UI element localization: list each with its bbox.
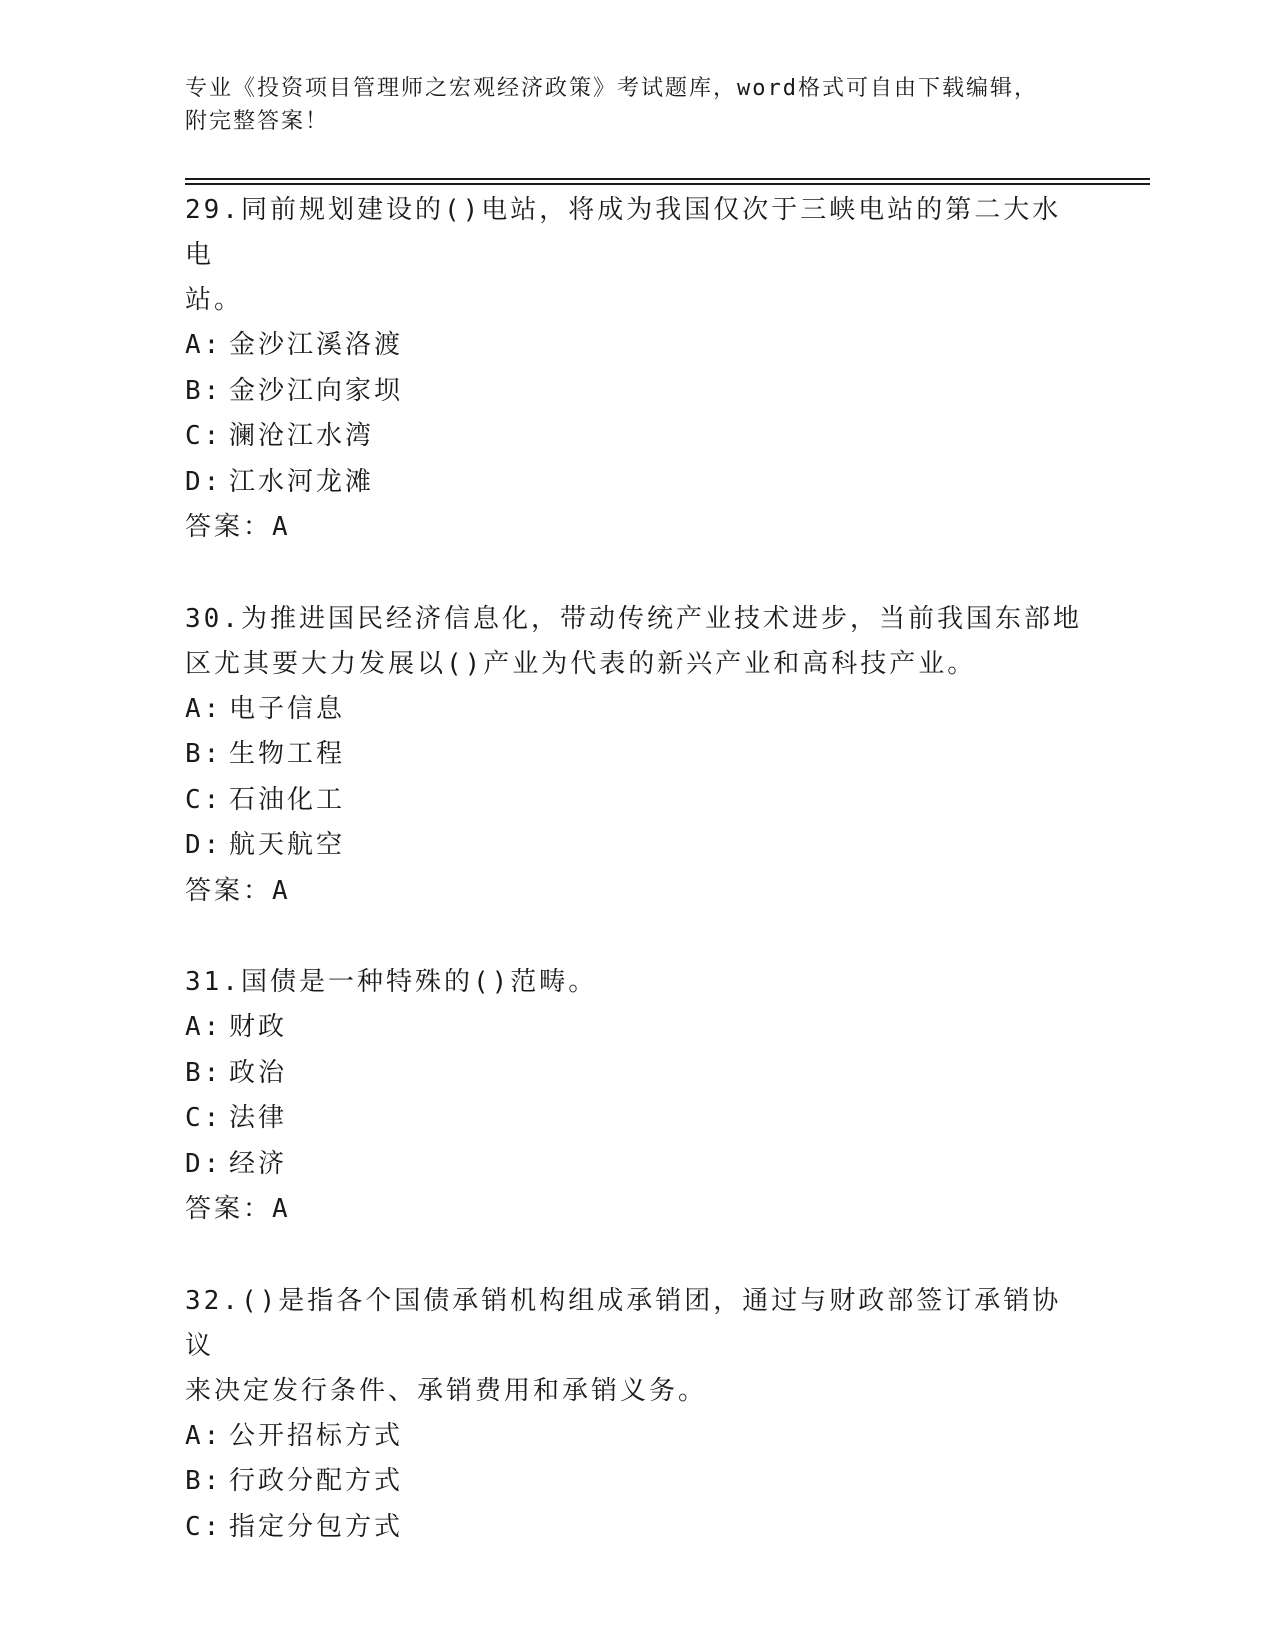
option-text: 行政分配方式 — [229, 1466, 404, 1496]
header-divider-bottom — [185, 183, 1150, 185]
option-letter: A: — [185, 330, 223, 360]
question-list — [185, 188, 1085, 1596]
answer-line: 答案：A — [185, 512, 291, 542]
option-letter: B: — [185, 739, 223, 769]
question-stem — [185, 597, 1085, 687]
option-letter: B: — [185, 1466, 223, 1496]
question-stem — [185, 188, 1085, 323]
option-text: 电子信息 — [229, 693, 346, 724]
stem-line: 29.同前规划建设的()电站，将成为我国仅次于三峡电站的第二大水电 — [185, 195, 1062, 270]
question-31 — [185, 960, 1085, 1233]
option-text: 法律 — [229, 1103, 288, 1133]
option-letter: A: — [185, 1012, 223, 1042]
option-letter: C: — [185, 421, 223, 451]
question-32 — [185, 1279, 1085, 1551]
option-a — [185, 323, 1085, 369]
option-letter: B: — [185, 1057, 223, 1088]
option-letter: C: — [185, 1511, 223, 1542]
option-text: 公开招标方式 — [229, 1420, 404, 1451]
option-a — [185, 1005, 1085, 1051]
stem-line: 31.国债是一种特殊的()范畴。 — [185, 967, 598, 997]
stem-line: 区尤其要大力发展以()产业为代表的新兴产业和高科技产业。 — [185, 648, 977, 679]
option-b — [185, 1459, 1085, 1505]
option-b — [185, 369, 1085, 415]
option-letter: C: — [185, 784, 223, 815]
option-c — [185, 1096, 1085, 1142]
option-text: 政治 — [229, 1057, 288, 1088]
answer-line: 答案：A — [185, 1194, 291, 1224]
question-stem — [185, 960, 1085, 1005]
option-text: 澜沧江水湾 — [229, 421, 375, 451]
option-text: 金沙江向家坝 — [229, 375, 404, 406]
option-letter: D: — [185, 1148, 223, 1179]
option-b — [185, 732, 1085, 778]
header-line-2: 附完整答案！ — [185, 109, 330, 134]
option-a — [185, 687, 1085, 733]
option-text: 石油化工 — [229, 784, 346, 815]
option-c — [185, 414, 1085, 460]
answer-line: 答案：A — [185, 875, 291, 906]
option-text: 江水河龙滩 — [229, 466, 375, 497]
option-letter: B: — [185, 375, 223, 406]
option-text: 航天航空 — [229, 830, 346, 860]
option-d — [185, 460, 1085, 506]
question-30 — [185, 597, 1085, 915]
option-letter: C: — [185, 1103, 223, 1133]
header-divider-top — [185, 178, 1150, 180]
option-letter: A: — [185, 1420, 223, 1451]
option-text: 指定分包方式 — [229, 1511, 404, 1542]
option-letter: D: — [185, 830, 223, 860]
stem-line: 32.()是指各个国债承销机构组成承销团，通过与财政部签订承销协议 — [185, 1285, 1062, 1361]
option-letter: D: — [185, 466, 223, 497]
option-letter: A: — [185, 693, 223, 724]
stem-line: 站。 — [185, 285, 244, 315]
option-c — [185, 1505, 1085, 1551]
option-a — [185, 1414, 1085, 1460]
option-text: 生物工程 — [229, 739, 346, 769]
stem-line: 来决定发行条件、承销费用和承销义务。 — [185, 1375, 708, 1406]
option-d — [185, 823, 1085, 869]
option-text: 财政 — [229, 1012, 288, 1042]
question-29 — [185, 188, 1085, 551]
header-line-1: 专业《投资项目管理师之宏观经济政策》考试题库，word格式可自由下载编辑， — [185, 76, 1038, 101]
document-header — [185, 72, 1065, 138]
question-stem — [185, 1279, 1085, 1414]
option-c — [185, 778, 1085, 824]
stem-line: 30.为推进国民经济信息化，带动传统产业技术进步，当前我国东部地 — [185, 603, 1082, 634]
option-d — [185, 1142, 1085, 1188]
option-text: 经济 — [229, 1148, 288, 1179]
option-text: 金沙江溪洛渡 — [229, 330, 404, 360]
option-b — [185, 1051, 1085, 1097]
